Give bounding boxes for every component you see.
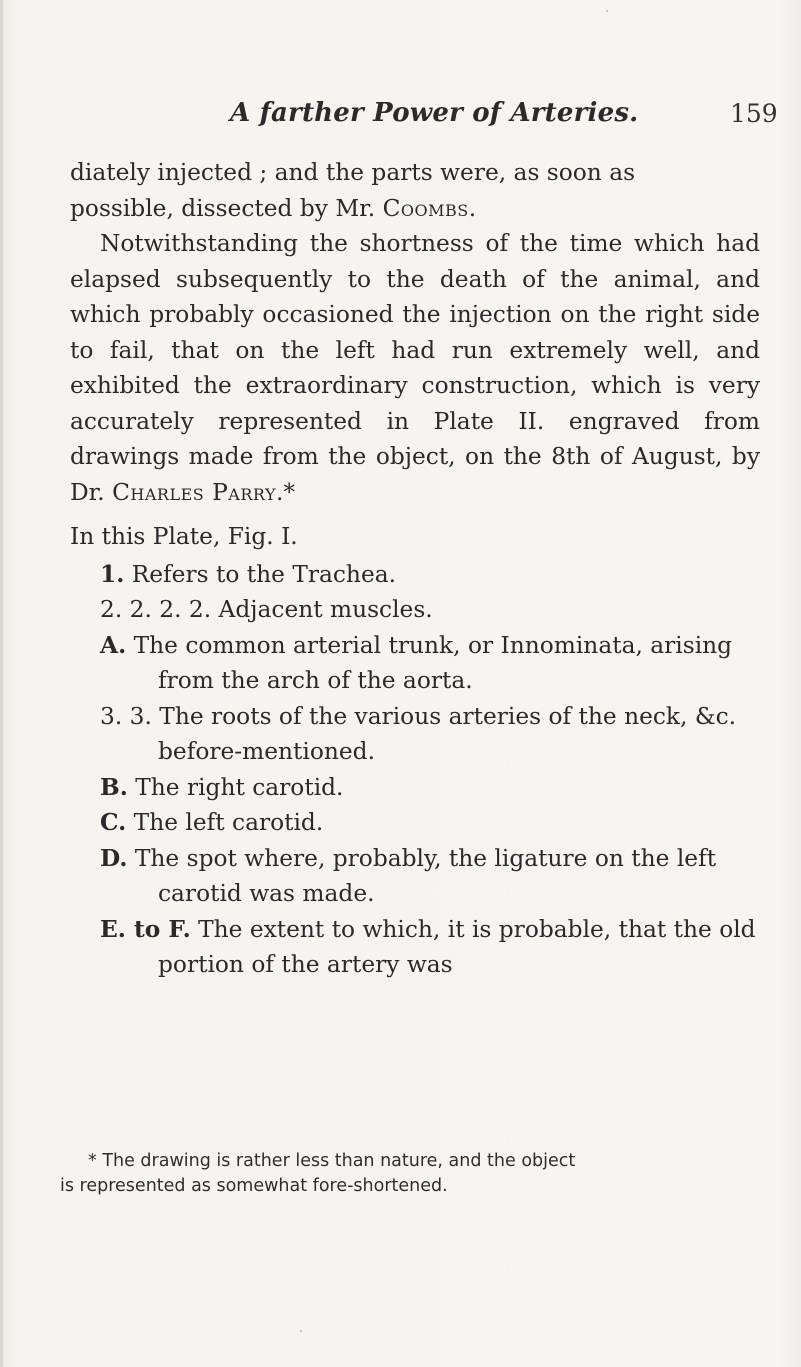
paper-speck [300,1330,302,1332]
legend-item [70,770,760,806]
body-text [70,155,760,983]
paper-speck [606,10,608,12]
footnote-line1: * The drawing is rather less than nature, and the object [88,1151,576,1171]
legend-text: The extent to which, it is probable, that the old portion of the artery was [158,915,756,978]
running-title: A farther Power of Arteries. [230,98,639,128]
name-charles-parry: Charles Parry [112,478,277,506]
legend-text: The left carotid. [133,809,324,836]
legend-text: The roots of the various arteries of the neck, &c. before-mentioned. [158,702,737,765]
legend-key: C. [100,809,127,836]
legend-text: The right carotid. [135,773,344,801]
legend-item [70,699,760,770]
legend-text: The common arterial trunk, or Innominata, arising from the arch of the aorta. [133,631,733,694]
legend-key: 1. [100,560,125,588]
paragraph-continued [70,155,760,226]
page-number: 159 [730,99,778,128]
legend-key: 2. 2. 2. 2. [100,596,212,623]
legend-text: The spot where, probably, the ligature on the left carotid was made. [134,844,717,907]
para1-line1: diately injected ; and the parts were, as soon as [70,159,636,186]
plate-heading: In this Plate, Fig. I. [70,523,298,550]
legend-item [70,805,760,841]
legend-key: D. [100,844,128,872]
legend-key: E. to F. [100,915,191,943]
legend-item [70,912,760,983]
legend-key: B. [100,773,128,801]
paragraph-notwithstanding [70,226,760,510]
para2-end: .* [276,478,296,506]
legend-key: 3. 3. [100,702,152,730]
para2-text: Notwithstanding the shortness of the time which had elapsed subsequently to the death of the animal, and which probably occasioned the injection on the right side to fail, that on the left had run extremely well, and exhibited the extraordinary construction, which is very accurately represented in Plate II. engraved from drawings made from the object, on the 8th of August, by Dr. [70,230,760,506]
para1-line2-end: . [468,194,477,222]
legend-item [70,841,760,912]
legend-item [70,557,760,593]
running-head [0,98,801,138]
footnote-line2: is represented as somewhat fore-shortened. [60,1176,448,1196]
page-edge [0,0,3,1367]
footnote [60,1149,760,1199]
plate-legend-list [70,557,760,983]
name-coombs: Coombs [382,194,469,222]
para1-line2: possible, dissected by Mr. [70,194,383,222]
legend-text: Refers to the Trachea. [131,560,397,588]
legend-text: Adjacent muscles. [218,596,433,623]
legend-item [70,592,760,628]
legend-item [70,628,760,699]
legend-key: A. [100,631,127,659]
